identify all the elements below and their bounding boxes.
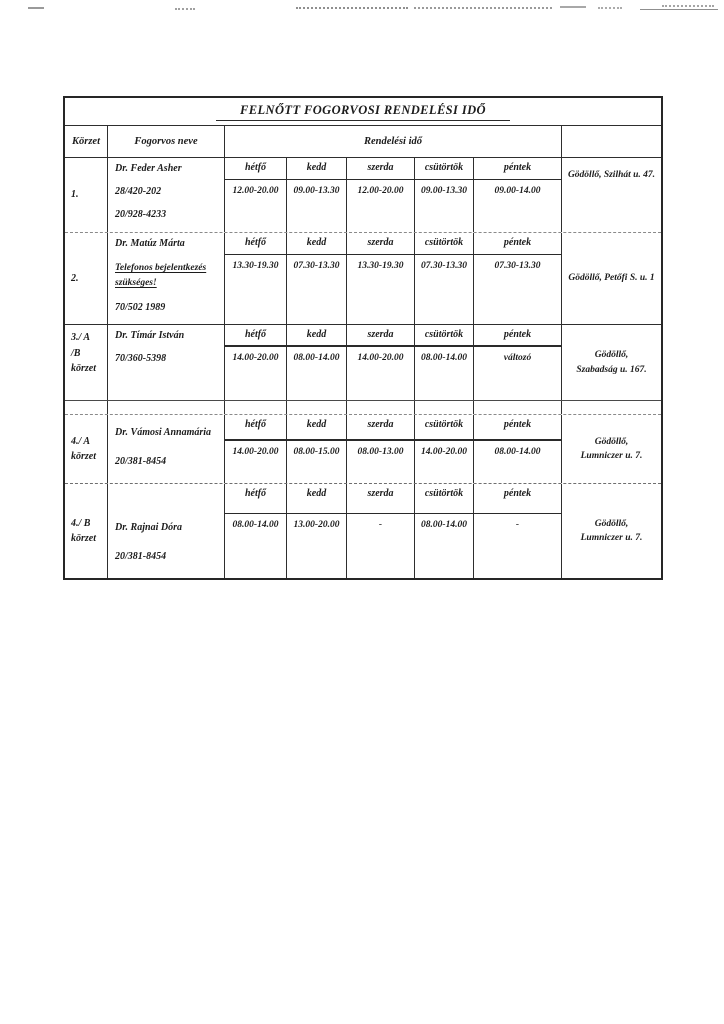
address-cell: Gödöllő, Szilhát u. 47. (567, 170, 656, 180)
district-cell: 1. (65, 158, 108, 232)
day-label-thursday: csütörtök (415, 484, 474, 514)
scan-artifact (598, 7, 622, 9)
table-row-district-4b (65, 483, 661, 578)
hours-friday: 09.00-14.00 (474, 180, 562, 232)
day-label-thursday: csütörtök (415, 158, 474, 180)
day-label-monday: hétfő (225, 484, 287, 514)
day-label-wednesday: szerda (347, 415, 415, 441)
address-cell: Gödöllő, Szabadság u. 167. (576, 350, 647, 375)
dentist-phone: 20/381-8454 (115, 456, 167, 467)
empty-spacer-row (65, 400, 661, 415)
district-cell: 4./ B körzet (65, 484, 108, 578)
hours-thursday: 08.00-14.00 (415, 347, 474, 400)
hours-wednesday: 08.00-13.00 (347, 441, 415, 483)
day-label-friday: péntek (474, 415, 562, 441)
hours-friday: 08.00-14.00 (474, 441, 562, 483)
scan-artifact (414, 7, 552, 9)
day-label-monday: hétfő (225, 325, 287, 347)
dentist-phone: 28/420-202 (115, 186, 162, 197)
dentist-name: Dr. Rajnai Dóra (115, 522, 182, 533)
scan-artifact (640, 9, 718, 10)
empty-cell (562, 401, 661, 414)
day-label-thursday: csütörtök (415, 233, 474, 255)
dentist-name: Dr. Matúz Márta (115, 238, 185, 249)
hours-thursday: 09.00-13.30 (415, 180, 474, 232)
district-cell: 3./ A /B körzet (65, 325, 108, 400)
scan-artifact (662, 5, 714, 7)
dentist-cell (108, 233, 225, 324)
empty-cell (415, 401, 474, 414)
day-label-wednesday: szerda (347, 484, 415, 514)
day-label-wednesday: szerda (347, 158, 415, 180)
empty-cell (347, 401, 415, 414)
day-label-tuesday: kedd (287, 484, 347, 514)
district-cell: 2. (65, 233, 108, 324)
hours-tuesday: 13.00-20.00 (287, 514, 347, 578)
scan-artifact (28, 7, 44, 9)
dentist-cell (108, 415, 225, 483)
hours-tuesday: 07.30-13.30 (287, 255, 347, 324)
hours-wednesday: - (347, 514, 415, 578)
day-label-tuesday: kedd (287, 415, 347, 441)
table-title-row (65, 98, 661, 126)
dentist-phone: 20/381-8454 (115, 551, 167, 562)
day-label-tuesday: kedd (287, 233, 347, 255)
hours-thursday: 14.00-20.00 (415, 441, 474, 483)
hours-monday: 12.00-20.00 (225, 180, 287, 232)
hours-wednesday: 12.00-20.00 (347, 180, 415, 232)
page-title: FELNŐTT FOGORVOSI RENDELÉSI IDŐ (216, 102, 510, 121)
day-label-monday: hétfő (225, 158, 287, 180)
hours-friday: 07.30-13.30 (474, 255, 562, 324)
header-consultation-hours: Rendelési idő (225, 126, 562, 157)
hours-tuesday: 09.00-13.30 (287, 180, 347, 232)
table-row-district-4a (65, 415, 661, 483)
hours-tuesday: 08.00-14.00 (287, 347, 347, 400)
day-label-tuesday: kedd (287, 158, 347, 180)
hours-monday: 14.00-20.00 (225, 347, 287, 400)
empty-cell (108, 401, 225, 414)
dentist-phone: 70/502 1989 (115, 302, 166, 314)
hours-monday: 13.30-19.30 (225, 255, 287, 324)
day-label-monday: hétfő (225, 415, 287, 441)
empty-cell (65, 401, 108, 414)
dentist-name: Dr. Vámosi Annamária (115, 427, 212, 438)
day-label-tuesday: kedd (287, 325, 347, 347)
hours-thursday: 07.30-13.30 (415, 255, 474, 324)
dentist-name: Dr. Tímár István (115, 330, 185, 341)
day-label-thursday: csütörtök (415, 325, 474, 347)
table-row-district-1 (65, 158, 661, 232)
hours-friday: - (474, 514, 562, 578)
address-cell: Gödöllő, Lumniczer u. 7. (580, 436, 643, 461)
table-header-row (65, 126, 661, 158)
table-row-district-3ab (65, 324, 661, 400)
hours-wednesday: 13.30-19.30 (347, 255, 415, 324)
dental-schedule-table (63, 96, 663, 580)
dentist-cell (108, 325, 225, 400)
day-label-thursday: csütörtök (415, 415, 474, 441)
dentist-cell (108, 158, 225, 232)
dentist-phone: 70/360-5398 (115, 353, 167, 364)
hours-tuesday: 08.00-15.00 (287, 441, 347, 483)
dentist-cell (108, 484, 225, 578)
day-label-wednesday: szerda (347, 233, 415, 255)
empty-cell (287, 401, 347, 414)
day-label-friday: péntek (474, 233, 562, 255)
day-label-wednesday: szerda (347, 325, 415, 347)
header-dentist-name: Fogorvos neve (108, 126, 225, 157)
hours-monday: 08.00-14.00 (225, 514, 287, 578)
address-cell: Gödöllő, Petőfi S. u. 1 (568, 273, 655, 284)
day-label-friday: péntek (474, 325, 562, 347)
scan-artifact (296, 7, 408, 9)
hours-friday: változó (474, 347, 562, 400)
empty-cell (474, 401, 562, 414)
day-label-monday: hétfő (225, 233, 287, 255)
dentist-name: Dr. Feder Asher (115, 163, 182, 174)
scan-artifact (175, 8, 195, 10)
empty-cell (225, 401, 287, 414)
table-row-district-2 (65, 232, 661, 324)
day-label-friday: péntek (474, 158, 562, 180)
day-label-friday: péntek (474, 484, 562, 514)
header-address-empty (562, 126, 661, 157)
dentist-phone: 20/928-4233 (115, 209, 167, 220)
header-district: Körzet (65, 126, 108, 157)
hours-thursday: 08.00-14.00 (415, 514, 474, 578)
district-cell: 4./ A körzet (65, 415, 108, 483)
scan-artifact (560, 6, 586, 8)
hours-wednesday: 14.00-20.00 (347, 347, 415, 400)
hours-monday: 14.00-20.00 (225, 441, 287, 483)
phone-appointment-note: Telefonos bejelentkezés szükséges! (115, 263, 207, 288)
address-cell: Gödöllő, Lumniczer u. 7. (580, 518, 643, 543)
